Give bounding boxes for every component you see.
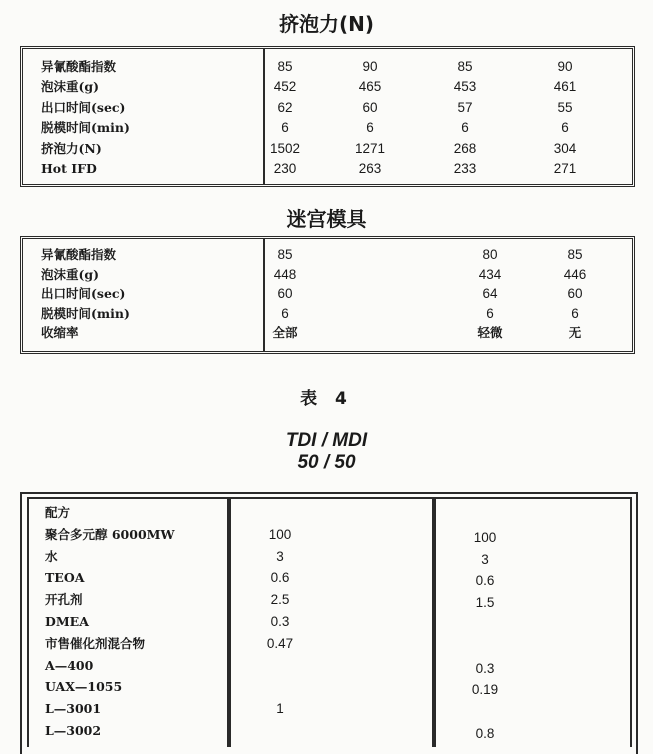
- cell-value: 230: [273, 161, 297, 176]
- cell-value: 6: [281, 305, 289, 321]
- cell-value: 85: [567, 247, 583, 262]
- cell-value: 465: [358, 79, 382, 95]
- row-label: 开孔剂: [45, 592, 83, 608]
- row-label: 脱模时间(min): [41, 305, 130, 321]
- cell-value: 452: [273, 79, 297, 95]
- row-label: 挤泡力(N): [41, 140, 102, 156]
- cell-value: 434: [478, 266, 502, 282]
- table-row: [0, 720, 653, 742]
- table-row: [23, 245, 632, 265]
- cell-value: 0.47: [266, 635, 294, 651]
- row-label: 水: [45, 548, 58, 564]
- cell-value: 6: [571, 305, 579, 321]
- cell-value: 0.6: [475, 573, 495, 589]
- cell-value: 1271: [354, 140, 386, 156]
- cell-value: 6: [486, 305, 494, 321]
- cell-value: 461: [553, 79, 577, 95]
- table1: [20, 46, 635, 187]
- row-label: 出口时间(sec): [41, 286, 126, 302]
- cell-value: 453: [453, 79, 477, 95]
- cell-value: 3: [276, 548, 284, 564]
- cell-value: 1.5: [475, 595, 495, 611]
- row-label: 聚合多元醇 6000MW: [45, 526, 175, 542]
- cell-value: 85: [277, 247, 293, 262]
- table-row: [23, 57, 632, 77]
- table-row: [23, 159, 632, 179]
- row-label: TEOA: [45, 570, 85, 586]
- cell-value: 6: [366, 120, 374, 136]
- cell-value: 6: [281, 120, 289, 136]
- table2-title: 迷宫模具: [286, 207, 367, 231]
- table-row: [23, 323, 632, 343]
- row-label: UAX—1055: [45, 679, 123, 695]
- table-row: [23, 77, 632, 97]
- cell-value: 60: [362, 99, 378, 115]
- row-label: 收缩率: [41, 325, 79, 341]
- row-label: 泡沫重(g): [41, 266, 100, 282]
- cell-value: 0.6: [270, 570, 290, 586]
- ratio-bottom: 50 / 50: [297, 452, 356, 473]
- cell-value: 6: [561, 120, 569, 136]
- table-row: [0, 611, 653, 633]
- table-row: [0, 589, 653, 611]
- row-label: DMEA: [45, 614, 89, 629]
- table-row: [0, 633, 653, 655]
- cell-value: 轻微: [477, 325, 503, 341]
- cell-value: 448: [273, 266, 297, 282]
- row-label: A—400: [45, 657, 94, 673]
- row-label: 出口时间(sec): [41, 99, 126, 115]
- table-row: [23, 304, 632, 324]
- cell-value: 0.19: [471, 682, 499, 698]
- ratio-top: TDI / MDI: [285, 430, 368, 451]
- row-label: 配方: [45, 505, 71, 520]
- table-row: [23, 118, 632, 138]
- cell-value: 304: [553, 140, 577, 156]
- cell-value: 60: [277, 286, 293, 302]
- cell-value: 无: [568, 325, 582, 341]
- table-row: [0, 698, 653, 720]
- cell-value: 263: [358, 161, 382, 176]
- cell-value: 3: [481, 551, 489, 567]
- cell-value: 90: [362, 59, 378, 74]
- row-label: 异氰酸酯指数: [41, 59, 117, 74]
- cell-value: 57: [457, 99, 473, 115]
- row-label: L—3001: [45, 701, 102, 717]
- cell-value: 2.5: [270, 592, 290, 608]
- cell-value: 6: [461, 120, 469, 136]
- table-caption: 表 4: [300, 389, 353, 409]
- row-label: 脱模时间(min): [41, 120, 130, 136]
- table-row: [0, 567, 653, 589]
- row-label: 异氰酸酯指数: [41, 247, 117, 262]
- table-row: [23, 265, 632, 285]
- row-label: Hot IFD: [41, 161, 97, 176]
- cell-value: 0.3: [475, 660, 495, 676]
- cell-value: 271: [553, 161, 577, 176]
- table-row: [23, 284, 632, 304]
- table-row: [0, 502, 653, 524]
- cell-value: 0.3: [270, 614, 290, 629]
- table-row: [23, 98, 632, 118]
- cell-value: 64: [482, 286, 498, 302]
- cell-value: 233: [453, 161, 477, 176]
- cell-value: 100: [473, 529, 497, 545]
- cell-value: 268: [453, 140, 477, 156]
- cell-value: 60: [567, 286, 583, 302]
- table1-title: 挤泡力(N): [278, 12, 375, 36]
- table-row: [0, 655, 653, 677]
- cell-value: 85: [277, 59, 293, 74]
- cell-value: 全部: [272, 325, 298, 341]
- row-label: L—3002: [45, 723, 102, 738]
- cell-value: 1502: [269, 140, 301, 156]
- cell-value: 0.8: [475, 726, 495, 741]
- table-row: [0, 676, 653, 698]
- cell-value: 62: [277, 99, 293, 115]
- table-row: [0, 546, 653, 568]
- cell-value: 55: [557, 99, 573, 115]
- row-label: 市售催化剂混合物: [45, 635, 146, 651]
- cell-value: 90: [557, 59, 573, 74]
- cell-value: 80: [482, 247, 498, 262]
- cell-value: 1: [276, 701, 284, 717]
- cell-value: 446: [563, 266, 587, 282]
- cell-value: 85: [457, 59, 473, 74]
- table-row: [0, 524, 653, 546]
- table-row: [23, 139, 632, 159]
- row-label: 泡沫重(g): [41, 79, 100, 95]
- table2: [20, 236, 635, 354]
- cell-value: 100: [268, 526, 292, 542]
